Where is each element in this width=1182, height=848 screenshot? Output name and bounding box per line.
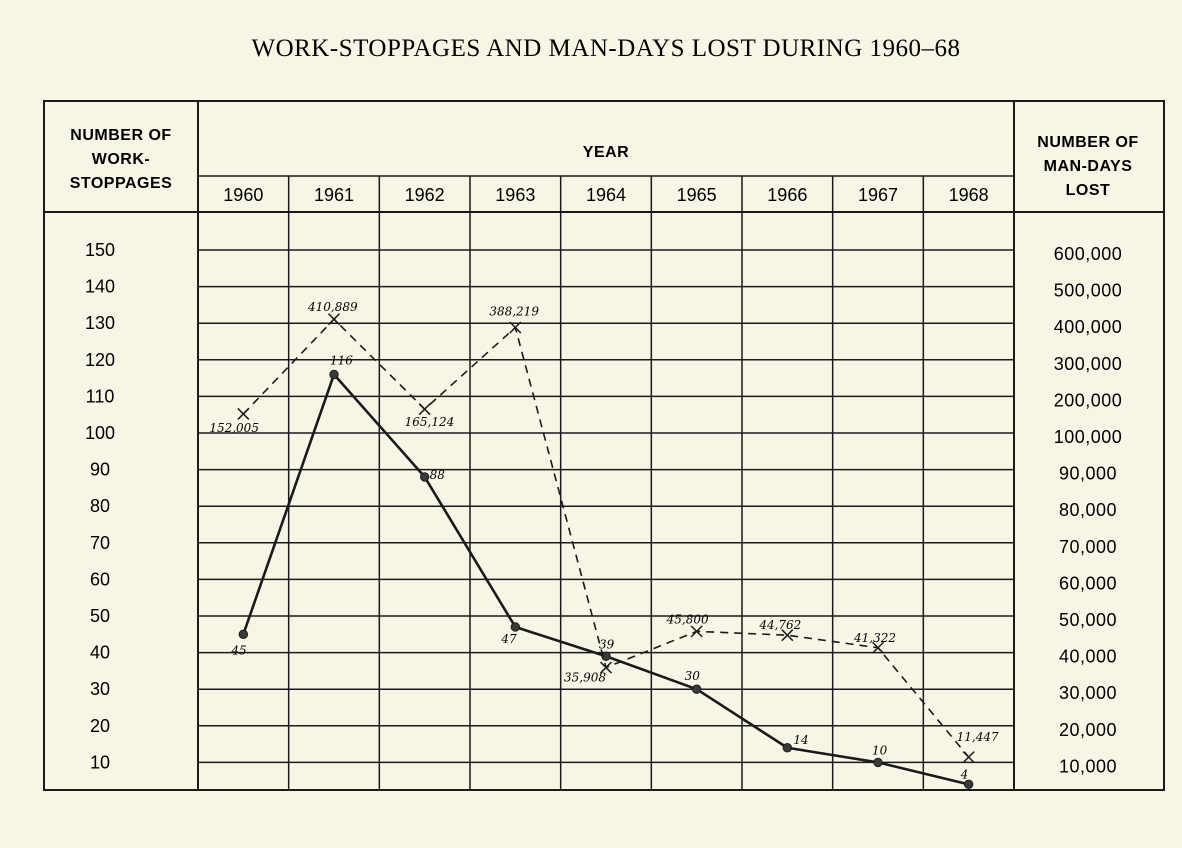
left-tick-label: 60 [89,569,111,590]
left-tick-label: 110 [85,386,115,407]
x-axis-title: YEAR [582,144,630,161]
man-days-data-label: 41,322 [854,630,896,645]
right-tick-label: 50,000 [1058,610,1118,630]
x-tick-label: 1965 [676,185,717,205]
right-tick-label: 80,000 [1058,500,1118,521]
stoppages-data-label: 30 [684,669,700,684]
chart-title: WORK-STOPPAGES AND MAN-DAYS LOST DURING 1960–68 [251,35,961,62]
left-tick-label: 30 [89,679,111,700]
left-tick-label: 90 [89,459,111,480]
data-series [209,300,999,788]
left-tick-label: 20 [89,715,111,736]
x-tick-label: 1966 [767,185,808,205]
left-tick-label: 140 [84,276,116,297]
stoppages-data-label: 39 [599,637,615,652]
stoppages-data-label: 47 [501,631,517,646]
stoppages-data-label: 45 [231,643,247,658]
x-tick-label: 1962 [404,185,445,205]
stoppages-point [874,758,882,766]
right-tick-label: 600,000 [1053,244,1123,264]
x-tick-label: 1964 [585,185,627,205]
right-axis-title: LOST [1065,182,1111,199]
man-days-data-label: 165,124 [404,415,455,430]
stoppages-point [420,473,428,481]
left-tick-label: 80 [89,496,111,517]
right-tick-label: 200,000 [1053,390,1123,411]
x-tick-label: 1961 [313,185,355,205]
right-tick-label: 70,000 [1058,536,1118,557]
stoppages-point [783,744,791,752]
right-tick-label: 20,000 [1058,719,1118,740]
left-tick-label: 10 [89,752,111,773]
man-days-data-label: 35,908 [564,670,606,685]
right-tick-label: 400,000 [1053,317,1123,338]
man-days-point [238,408,249,419]
stoppages-data-label: 10 [872,743,888,758]
man-days-data-label: 44,762 [759,618,802,633]
x-tick-label: 1968 [948,185,989,205]
left-tick-label: 50 [89,606,111,626]
man-days-point [691,626,702,637]
right-tick-label: 100,000 [1053,427,1123,447]
man-days-data-label: 410,889 [308,300,358,315]
stoppages-point [692,685,700,693]
stoppages-data-label: 4 [960,767,969,782]
stoppages-data-label: 14 [793,732,809,747]
right-axis-title: MAN-DAYS [1043,158,1133,175]
left-tick-label: 130 [84,313,116,334]
left-axis-title: WORK- [91,151,151,168]
left-tick-label: 70 [89,532,111,553]
left-tick-label: 120 [84,349,116,370]
right-tick-label: 500,000 [1053,280,1123,301]
left-axis-title: NUMBER OF [70,127,172,144]
stoppages-point [239,630,247,638]
x-tick-label: 1960 [223,185,264,205]
man-days-point [963,752,974,763]
right-tick-label: 10,000 [1058,756,1118,777]
right-tick-label: 300,000 [1053,353,1123,374]
x-tick-label: 1963 [495,185,536,205]
man-days-data-label: 388,219 [489,304,539,319]
man-days-point [419,404,430,415]
left-tick-label: 150 [84,240,116,260]
man-days-data-label: 45,800 [666,612,709,627]
left-tick-label: 100 [84,423,116,443]
stoppages-point [330,370,338,378]
man-days-data-label: 152,005 [209,420,259,435]
stoppages-point [511,623,519,631]
right-tick-label: 40,000 [1058,646,1118,667]
stoppages-point [964,780,972,788]
x-tick-label: 1967 [857,185,899,205]
axis-ticks [85,240,1122,776]
stoppages-data-label: 88 [429,467,445,482]
header-cells [70,127,1139,205]
right-tick-label: 30,000 [1058,683,1118,704]
left-tick-label: 40 [89,642,111,663]
man-days-line [243,319,968,757]
stoppages-data-label: 116 [330,353,353,368]
left-axis-title: STOPPAGES [69,175,173,192]
right-tick-label: 90,000 [1058,463,1118,484]
man-days-data-label: 11,447 [956,730,999,745]
right-tick-label: 60,000 [1058,573,1118,594]
right-axis-title: NUMBER OF [1037,134,1139,151]
